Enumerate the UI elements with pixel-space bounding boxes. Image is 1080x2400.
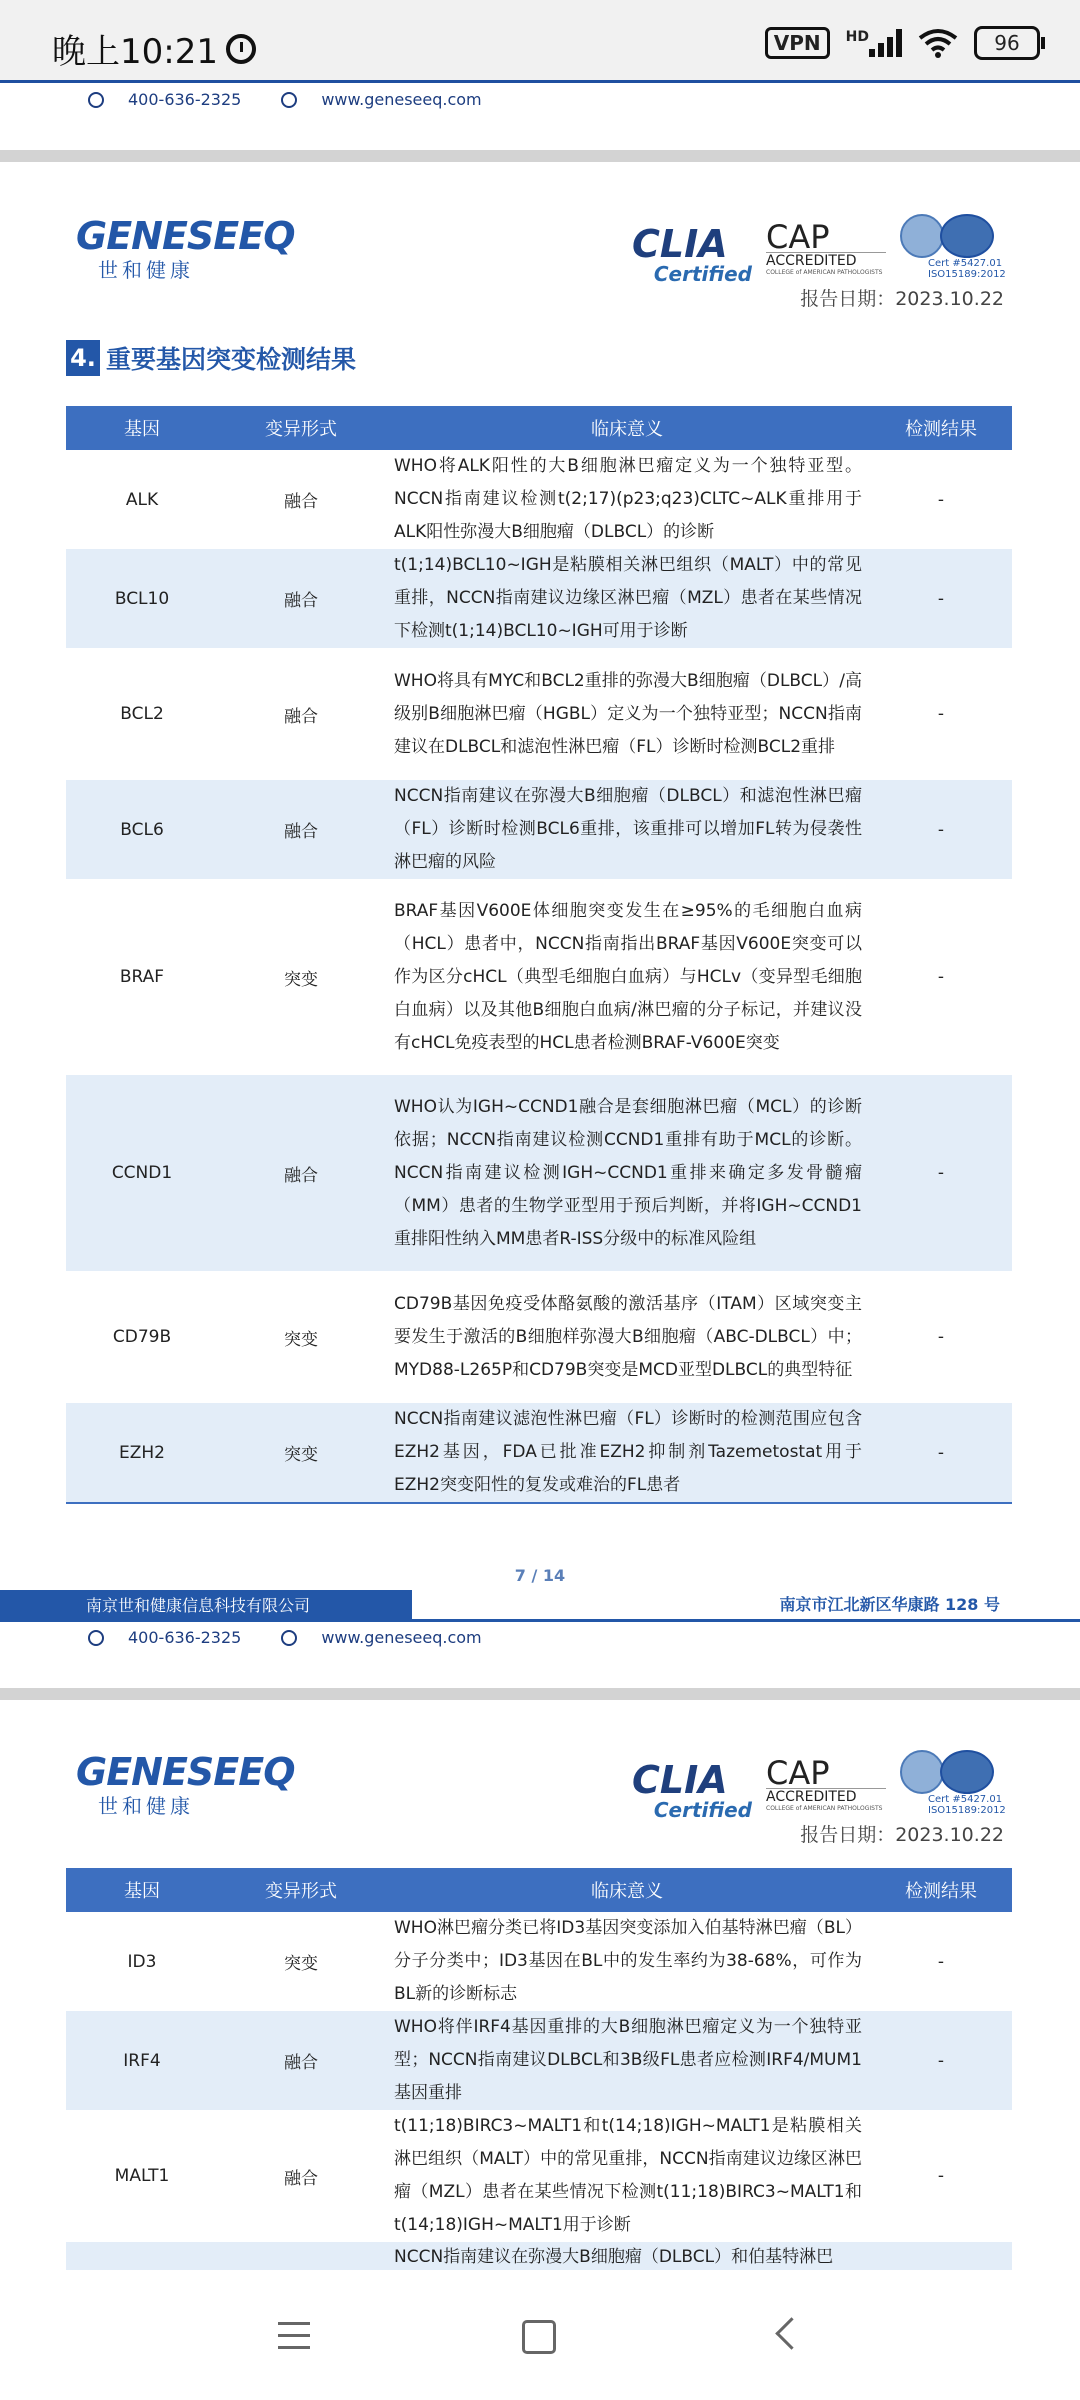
report-date: 报告日期：2023.10.22 xyxy=(800,288,1004,310)
status-bar xyxy=(0,0,1080,82)
table-row: BCL6 融合 NCCN指南建议在弥漫大B细胞瘤（DLBCL）和滤泡性淋巴瘤（FL）诊断时检测BCL6重排，该重排可以增加FL转为侵袭性淋巴瘤的风险 - xyxy=(66,780,1012,879)
globe-icon xyxy=(281,92,297,108)
website-link[interactable]: www.geneseeq.com xyxy=(321,90,482,109)
table-row: NCCN指南建议在弥漫大B细胞瘤（DLBCL）和伯基特淋巴 xyxy=(66,2242,1012,2272)
clia-logo: CLIA Certified xyxy=(632,1758,752,1822)
header-gene: 基因 xyxy=(66,406,218,450)
table-row: EZH2 突变 NCCN指南建议滤泡性淋巴瘤（FL）诊断时的检测范围应包含EZH2基因，FDA已批准EZH2抑制剂Tazemetostat用于EZH2突变阳性的复发或难治的FL患者 - xyxy=(66,1403,1012,1503)
iso-cert-logo: Cert #5427.01 ISO15189:2012 xyxy=(900,1750,1000,1814)
globe-icon xyxy=(281,1630,297,1646)
phone-number: 400-636-2325 xyxy=(128,1628,242,1647)
header-type: 变异形式 xyxy=(218,406,384,450)
geneseeq-logo: GENESEEQ 世和健康 xyxy=(76,214,295,282)
phone-number: 400-636-2325 xyxy=(128,90,242,109)
header-clinical: 临床意义 xyxy=(384,1868,870,1912)
report-date: 报告日期：2023.10.22 xyxy=(800,1824,1004,1846)
clia-logo: CLIA Certified xyxy=(632,222,752,286)
phone-icon xyxy=(88,1630,104,1646)
header-result: 检测结果 xyxy=(870,1868,1012,1912)
page-top-rule xyxy=(0,80,1080,83)
page-gap xyxy=(0,150,1080,162)
status-icons xyxy=(765,26,1040,60)
contact-line xyxy=(88,90,482,109)
gene-results-table xyxy=(66,1868,1012,2272)
home-icon[interactable] xyxy=(522,2320,556,2354)
signal-icon xyxy=(846,29,902,57)
table-row: ID3 突变 WHO淋巴瘤分类已将ID3基因突变添加入伯基特淋巴瘤（BL）分子分类中；ID3基因在BL中的发生率约为38-68%，可作为BL新的诊断标志 - xyxy=(127,1918,945,2004)
section-title: 4. 重要基因突变检测结果 xyxy=(66,340,356,376)
table-row: MALT1 融合 t(11;18)BIRC3~MALT1和t(14;18)IGH~MALT1是粘膜相关淋巴组织（MALT）中的常见重排，NCCN指南建议边缘区淋巴瘤（MZL）患者在某些情况下检测t(11;18)BIRC3~MALT1和t(14;18)IGH~MALT1用于诊断 - xyxy=(114,2116,945,2235)
table-row: BCL10 融合 t(1;14)BCL10~IGH是粘膜相关淋巴组织（MALT）中的常见重排，NCCN指南建议边缘区淋巴瘤（MZL）患者在某些情况下检测t(1;14)BCL10~IGH可用于诊断 - xyxy=(66,549,1012,648)
table-row: CD79B 突变 CD79B基因免疫受体酪氨酸的激活基序（ITAM）区域突变主要发生于激活的B细胞样弥漫大B细胞瘤（ABC-DLBCL）中；MYD88-L265P和CD79B突变是MCD亚型DLBCL的典型特征 - xyxy=(112,1293,945,1380)
vpn-icon: VPN xyxy=(765,27,830,59)
menu-icon[interactable] xyxy=(278,2322,310,2358)
header-clinical: 临床意义 xyxy=(384,406,870,450)
page-number: 7 / 14 xyxy=(514,1566,566,1585)
contact-line xyxy=(88,1628,482,1647)
footer-address: 南京市江北新区华康路 128 号 xyxy=(779,1595,1000,1614)
wifi-icon xyxy=(918,28,958,58)
footer-company: 南京世和健康信息科技有限公司 xyxy=(0,1590,412,1622)
clock xyxy=(52,24,256,73)
cap-logo: CAP ACCREDITED COLLEGE of AMERICAN PATHOLOGISTS xyxy=(766,1758,886,1812)
battery-icon: 96 xyxy=(974,26,1040,60)
table-row: CCND1 融合 WHO认为IGH~CCND1融合是套细胞淋巴瘤（MCL）的诊断依据；NCCN指南建议检测CCND1重排有助于MCL的诊断。NCCN指南建议检测IGH~CCND1重排来确定多发骨髓瘤（MM）患者的生物学亚型用于预后判断，并将IGH~CCND1重排阳性纳入MM患者R-ISS分级中的标准风险组 - xyxy=(66,1075,1012,1271)
iso-cert-logo: Cert #5427.01 ISO15189:2012 xyxy=(900,214,1000,278)
back-icon[interactable] xyxy=(775,2317,808,2350)
time-text: 晚上10:21 xyxy=(52,32,218,72)
header-gene: 基因 xyxy=(66,1868,218,1912)
header-type: 变异形式 xyxy=(218,1868,384,1912)
geneseeq-logo: GENESEEQ 世和健康 xyxy=(76,1750,295,1818)
website-link[interactable]: www.geneseeq.com xyxy=(321,1628,482,1647)
hd-label: HD xyxy=(845,29,869,45)
system-nav-bar xyxy=(0,2270,1080,2400)
header-result: 检测结果 xyxy=(870,406,1012,450)
table-row: BCL2 融合 WHO将具有MYC和BCL2重排的弥漫大B细胞瘤（DLBCL）/高级别B细胞淋巴瘤（HGBL）定义为一个独特亚型；NCCN指南建议在DLBCL和滤泡性淋巴瘤（FL）诊断时检测BCL2重排 - xyxy=(120,670,945,757)
table-row: BRAF 突变 BRAF基因V600E体细胞突变发生在≥95%的毛细胞白血病（HCL）患者中，NCCN指南指出BRAF基因V600E突变可以作为区分cHCL（典型毛细胞白血病）与HCLv（变异型毛细胞白血病）以及其他B细胞白血病/淋巴瘤的分子标记，并建议没有cHCL免疫表型的HCL患者检测BRAF-V600E突变 - xyxy=(119,900,945,1053)
phone-icon xyxy=(88,92,104,108)
gene-results-table xyxy=(66,406,1012,1504)
page-gap xyxy=(0,1688,1080,1700)
table-row: ALK 融合 WHO将ALK阳性的大B细胞淋巴瘤定义为一个独特亚型。NCCN指南建议检测t(2;17)(p23;q23)CLTC~ALK重排用于ALK阳性弥漫大B细胞瘤（DLBCL）的诊断 - xyxy=(125,456,945,542)
alarm-icon xyxy=(226,34,256,64)
page-footer xyxy=(0,1590,1080,1622)
table-row: IRF4 融合 WHO将伴IRF4基因重排的大B细胞淋巴瘤定义为一个独特亚型；NCCN指南建议DLBCL和3B级FL患者应检测IRF4/MUM1基因重排 - xyxy=(66,2011,1012,2110)
cap-logo: CAP ACCREDITED COLLEGE of AMERICAN PATHOLOGISTS xyxy=(766,222,886,276)
